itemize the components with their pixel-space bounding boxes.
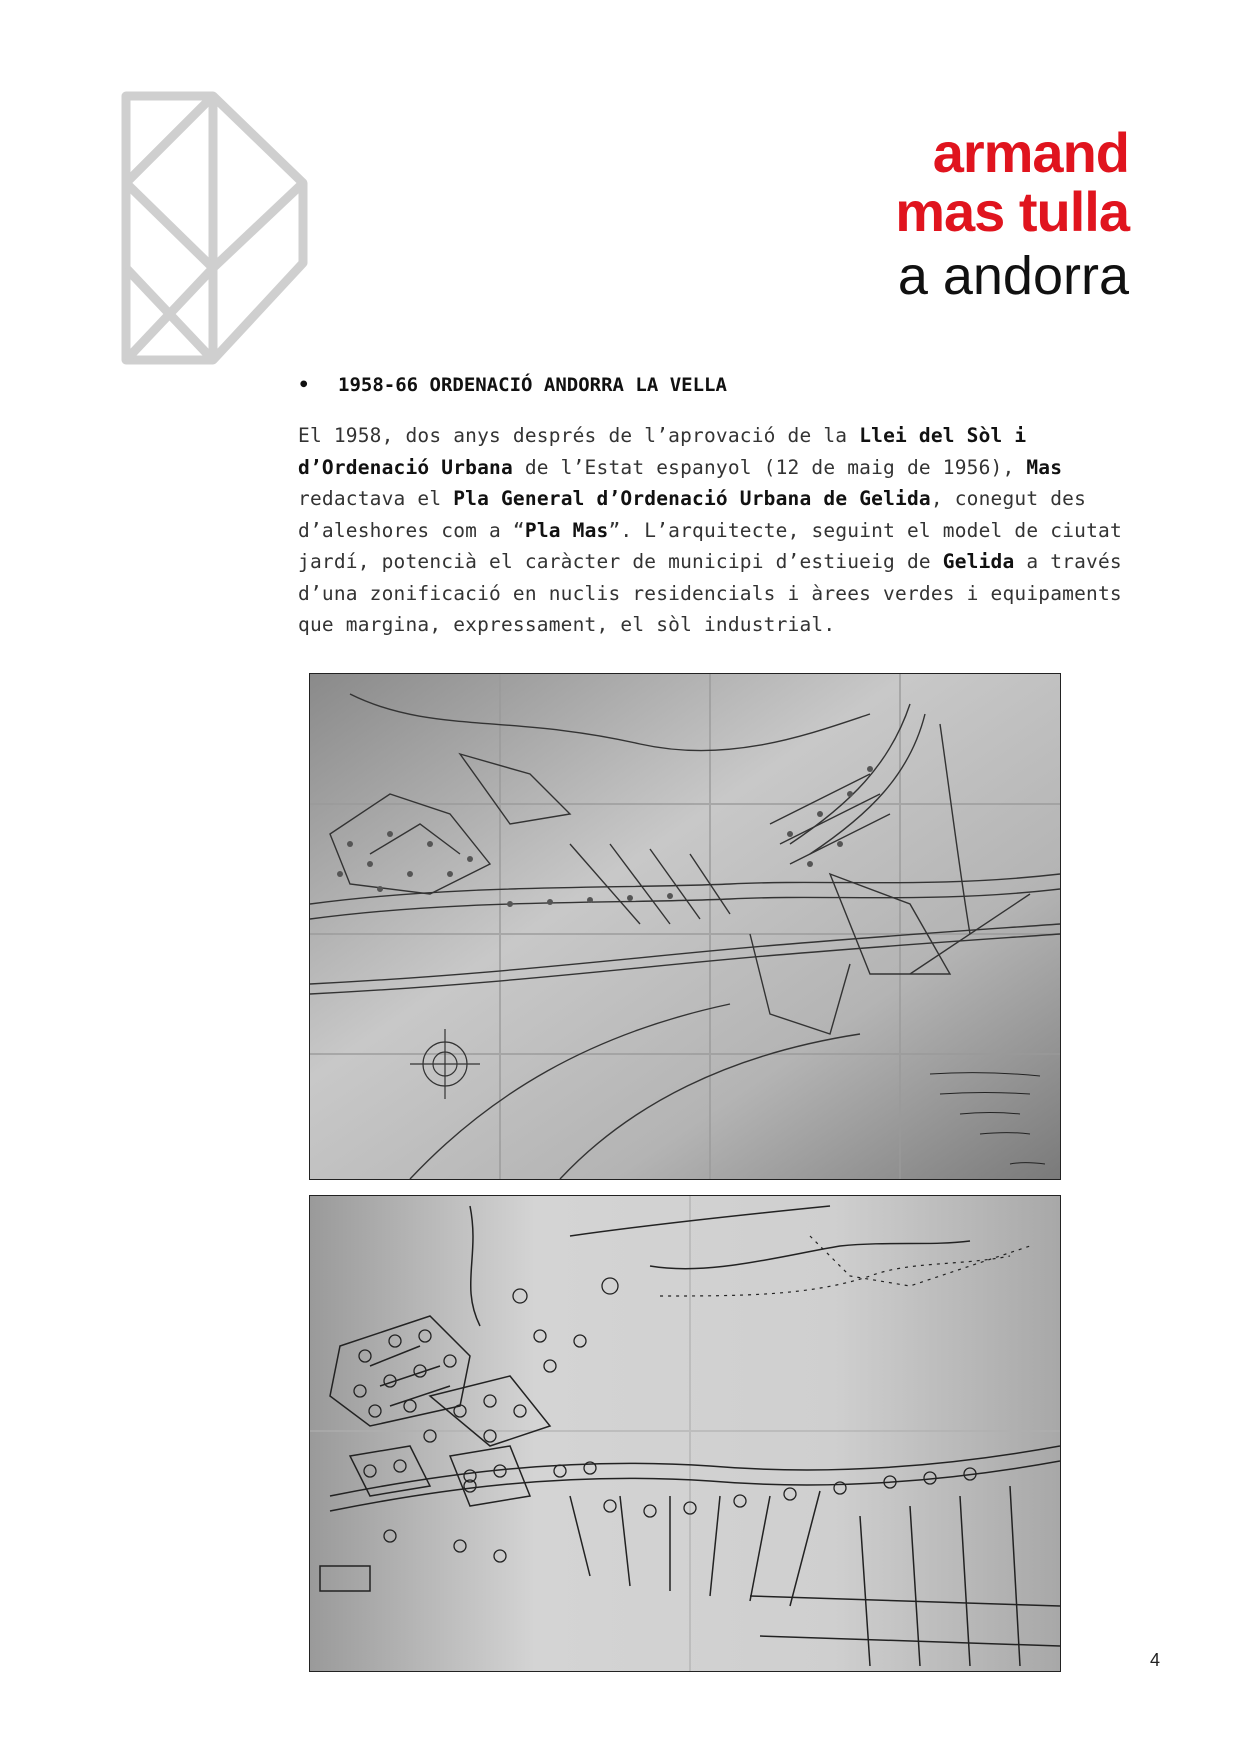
bold-run: Pla Mas bbox=[524, 518, 609, 542]
title-line-2: mas tulla bbox=[895, 179, 1129, 243]
urban-plan-photo-2 bbox=[309, 1195, 1061, 1672]
bold-run: Gelida bbox=[942, 550, 1015, 573]
bold-run: Pla General d’Ordenació Urbana de Gelida bbox=[453, 487, 931, 510]
title-line-3: a andorra bbox=[897, 245, 1129, 306]
bold-run: Mas bbox=[1026, 455, 1063, 479]
bullet-icon: • bbox=[298, 374, 310, 396]
title-line-1: armand bbox=[932, 121, 1129, 184]
text-run: a través d’una zonificació en nuclis residencials i àrees verdes i equipaments que margina, expressament, el sòl industrial. bbox=[298, 550, 1122, 636]
brand-logo-icon bbox=[118, 88, 318, 368]
bold-run: Llei del Sòl i d’Ordenació Urbana bbox=[298, 424, 1027, 479]
section-heading-text: 1958-66 ORDENACIÓ ANDORRA LA VELLA bbox=[338, 374, 727, 396]
text-run: ”. L’arquitecte, seguint el model de ciutat jardí, potencià el caràcter de municipi d’estiueig de bbox=[298, 518, 1122, 573]
text-run: de l’Estat espanyol (12 de maig de 1956), bbox=[512, 455, 1027, 479]
text-run: , conegut des d’aleshores com a “ bbox=[298, 487, 1087, 542]
map-1-drawing bbox=[310, 674, 1060, 1179]
text-run: redactava el bbox=[298, 487, 454, 510]
text-run: El 1958, dos anys després de l’aprovació de la bbox=[298, 424, 860, 447]
urban-plan-photo-1 bbox=[309, 673, 1061, 1180]
section-heading bbox=[298, 374, 727, 396]
document-title bbox=[895, 121, 1129, 306]
body-paragraph bbox=[298, 420, 1168, 641]
page-number: 4 bbox=[1150, 1650, 1161, 1670]
map-2-drawing bbox=[310, 1196, 1060, 1671]
